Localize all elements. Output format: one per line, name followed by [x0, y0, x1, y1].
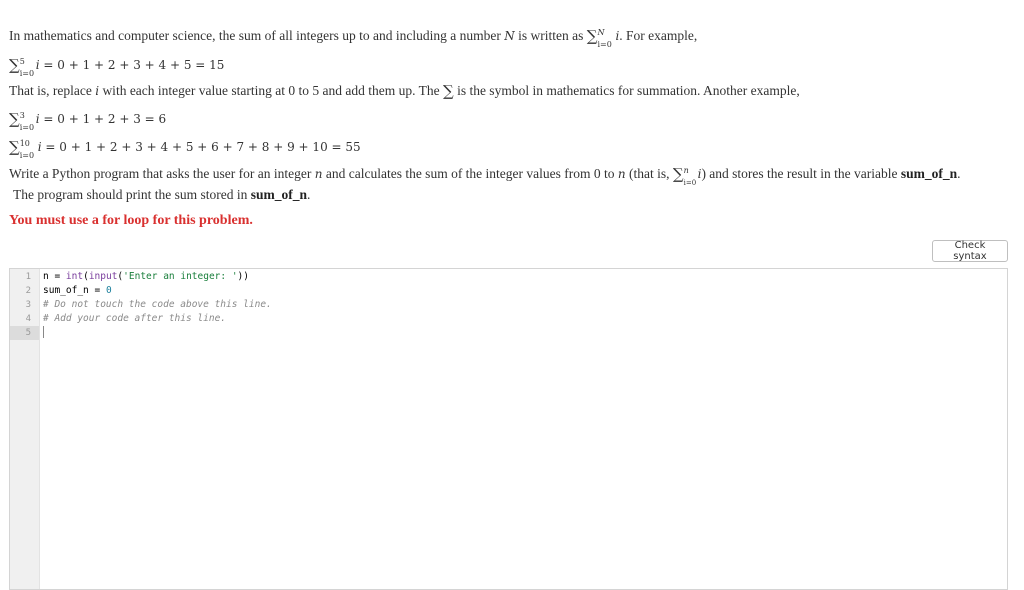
- example-1: [9, 56, 225, 78]
- replace-text-a: That is, replace: [9, 83, 96, 98]
- sum-lower-limit: i=0: [19, 123, 35, 132]
- sum-limits: [19, 139, 38, 160]
- requirement-text: You must use a for loop for this problem.: [9, 213, 253, 228]
- variable-name: sum_of_n: [900, 166, 958, 181]
- replace-paragraph: [9, 82, 800, 100]
- code-line-4[interactable]: # Add your code after this line.: [43, 313, 227, 324]
- task-text-c: (that is,: [625, 166, 673, 181]
- var-n: n: [617, 167, 626, 181]
- code-token: sum_of_n: [43, 285, 89, 296]
- sigma-symbol: ∑: [442, 82, 454, 100]
- sum-lower-limit: i=0: [597, 40, 612, 49]
- var-i: i: [697, 167, 702, 181]
- code-line-2[interactable]: [43, 284, 112, 298]
- line-number: 1: [25, 272, 31, 282]
- var-i: i: [95, 84, 100, 98]
- intro-paragraph: [9, 27, 698, 49]
- code-token: )): [237, 271, 249, 282]
- sum-limits: [19, 57, 36, 78]
- var-n: n: [314, 167, 323, 181]
- var-i: i: [615, 29, 620, 43]
- code-token: input: [88, 271, 118, 282]
- task-text-a: Write a Python program that asks the user for an integer: [9, 166, 315, 181]
- sum-upper-limit: 3: [19, 111, 25, 120]
- sum-lower-limit: i=0: [683, 179, 697, 187]
- code-token: (: [117, 271, 124, 282]
- var-i: i: [35, 58, 40, 72]
- example-2: [9, 110, 167, 132]
- var-i: i: [35, 112, 40, 126]
- example-3: [9, 138, 361, 160]
- line-number: 4: [25, 314, 31, 324]
- sum-lower-limit: i=0: [19, 151, 35, 160]
- sum-limits: [597, 28, 615, 49]
- intro-text-before: In mathematics and computer science, the sum of all integers up to and including a number: [9, 28, 505, 43]
- var-i: i: [37, 140, 42, 154]
- code-line-3[interactable]: # Do not touch the code above this line.: [43, 299, 272, 310]
- line-number: 3: [25, 300, 31, 310]
- sum-lower-limit: i=0: [19, 69, 35, 78]
- text-cursor: [43, 326, 44, 338]
- code-token: =: [48, 271, 66, 282]
- example-3-expression: = 0 + 1 + 2 + 3 + 4 + 5 + 6 + 7 + 8 + 9 + 10 = 55: [41, 140, 361, 154]
- task-text-d: ) and stores the result in the variable: [701, 166, 901, 181]
- check-syntax-button[interactable]: Check syntax: [932, 240, 1008, 262]
- sigma-symbol: ∑: [586, 27, 598, 45]
- line-number-active: 5: [10, 326, 39, 340]
- intro-text-mid: is written as: [514, 28, 587, 43]
- sigma-symbol: ∑: [9, 56, 20, 74]
- sigma-symbol: ∑: [9, 110, 20, 128]
- code-line-1[interactable]: [43, 270, 249, 284]
- code-string: 'Enter an integer: ': [123, 271, 238, 282]
- code-token: int: [65, 271, 84, 282]
- example-2-expression: = 0 + 1 + 2 + 3 = 6: [39, 112, 167, 126]
- line-number: 2: [25, 286, 31, 296]
- task-paragraph-line-1: [9, 165, 961, 187]
- code-token: (: [83, 271, 89, 282]
- code-number: 0: [105, 285, 112, 296]
- code-editor[interactable]: [9, 268, 1008, 590]
- code-token: =: [88, 285, 106, 296]
- sum-limits: [19, 111, 36, 132]
- task-line-2-end: .: [306, 187, 311, 202]
- replace-text-b: with each integer value starting at 0 to 5 and add them up. The: [99, 83, 443, 98]
- task-paragraph-line-2: [13, 186, 310, 204]
- task-text-e: .: [957, 166, 961, 181]
- sum-upper-limit: 5: [19, 57, 25, 66]
- code-token: n: [43, 271, 49, 282]
- sum-upper-limit: n: [683, 166, 689, 175]
- task-line-2-text: The program should print the sum stored in: [13, 187, 251, 202]
- sum-upper-limit: 10: [19, 139, 30, 148]
- task-text-b: and calculates the sum of the integer values from 0 to: [322, 166, 618, 181]
- example-1-expression: = 0 + 1 + 2 + 3 + 4 + 5 = 15: [39, 58, 225, 72]
- sum-upper-limit: N: [597, 28, 605, 37]
- sum-limits: [683, 166, 698, 187]
- sigma-symbol: ∑: [672, 165, 684, 183]
- sigma-symbol: ∑: [9, 138, 20, 156]
- replace-text-c: is the symbol in mathematics for summation. Another example,: [453, 83, 800, 98]
- variable-name: sum_of_n: [250, 187, 307, 202]
- var-N: N: [504, 29, 515, 43]
- intro-text-after: . For example,: [619, 28, 698, 43]
